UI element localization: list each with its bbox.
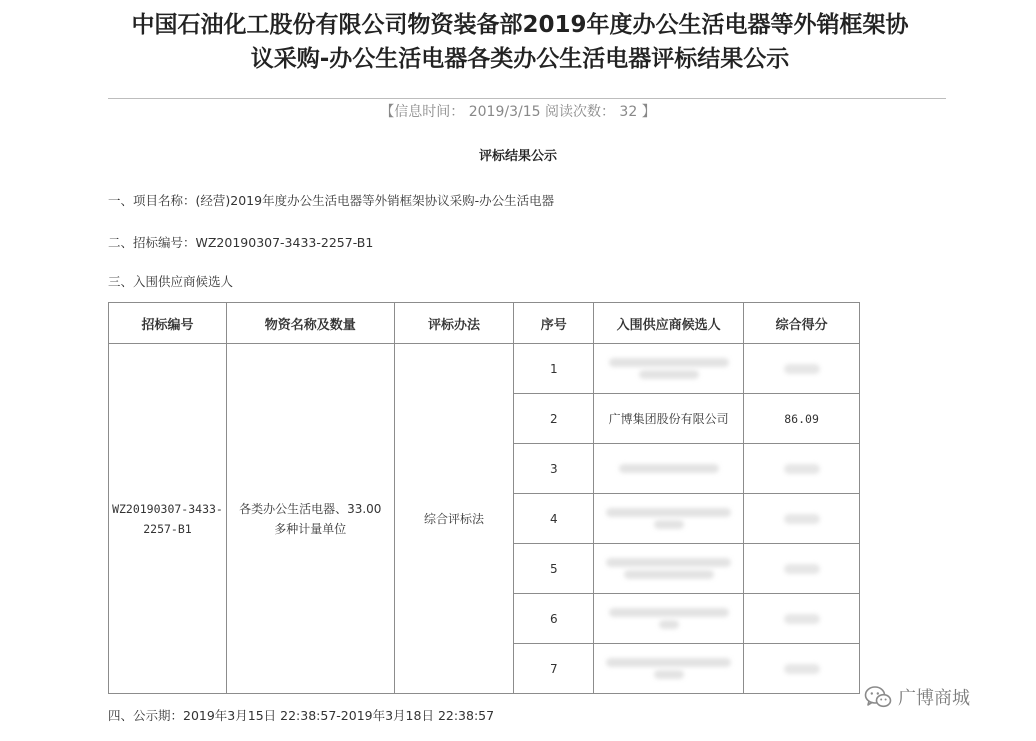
cell-seq: 4: [514, 494, 594, 544]
cell-supplier-redacted: [594, 644, 744, 694]
title-divider: [108, 98, 946, 99]
cell-score-redacted: [744, 544, 860, 594]
page-title: [70, 8, 970, 76]
header-bid-number: 招标编号: [109, 303, 227, 344]
cell-supplier-redacted: [594, 444, 744, 494]
result-table: [108, 302, 860, 694]
cell-seq: 3: [514, 444, 594, 494]
header-supplier: 入围供应商候选人: [594, 303, 744, 344]
cell-supplier-redacted: [594, 594, 744, 644]
publicity-period-line: 四、公示期：2019年3月15日 22:38:57-2019年3月18日 22:38:57: [108, 708, 495, 723]
header-material: 物资名称及数量: [226, 303, 394, 344]
cell-seq: 7: [514, 644, 594, 694]
header-method: 评标办法: [394, 303, 514, 344]
cell-material: [226, 344, 394, 694]
cell-bid-number: [109, 344, 227, 694]
bid-number-line: 二、招标编号：WZ20190307-3433-2257-B1: [108, 235, 374, 250]
watermark: [864, 684, 970, 710]
candidates-heading: 三、入围供应商候选人: [108, 274, 234, 289]
material-line-2: 多种计量单位: [274, 521, 347, 536]
cell-seq: 2: [514, 394, 594, 444]
cell-score-redacted: [744, 644, 860, 694]
cell-seq: 5: [514, 544, 594, 594]
header-seq: 序号: [514, 303, 594, 344]
bid-number-line-2: 2257-B1: [143, 521, 192, 536]
cell-score-redacted: [744, 494, 860, 544]
bid-number-line-1: WZ20190307-3433-: [112, 501, 223, 516]
cell-method: 综合评标法: [394, 344, 514, 694]
cell-supplier-redacted: [594, 344, 744, 394]
cell-supplier-redacted: [594, 544, 744, 594]
cell-score: 86.09: [744, 394, 860, 444]
info-meta: 【信息时间： 2019/3/15 阅读次数： 32 】: [380, 104, 656, 120]
wechat-icon: [864, 685, 892, 709]
project-name-line: 一、项目名称：(经营)2019年度办公生活电器等外销框架协议采购-办公生活电器: [108, 193, 555, 208]
page-title-line-1: 中国石油化工股份有限公司物资装备部2019年度办公生活电器等外销框架协: [131, 12, 909, 38]
section-title: 评标结果公示: [478, 149, 557, 164]
cell-score-redacted: [744, 594, 860, 644]
cell-score-redacted: [744, 444, 860, 494]
cell-score-redacted: [744, 344, 860, 394]
cell-seq: 6: [514, 594, 594, 644]
watermark-text: 广博商城: [898, 688, 970, 709]
cell-supplier-redacted: [594, 494, 744, 544]
table-header-row: [109, 303, 860, 344]
header-score: 综合得分: [744, 303, 860, 344]
cell-seq: 1: [514, 344, 594, 394]
table-row: [109, 344, 860, 394]
material-line-1: 各类办公生活电器、33.00: [239, 501, 382, 516]
page-title-line-2: 议采购-办公生活电器各类办公生活电器评标结果公示: [250, 46, 790, 72]
cell-supplier: 广博集团股份有限公司: [594, 394, 744, 444]
